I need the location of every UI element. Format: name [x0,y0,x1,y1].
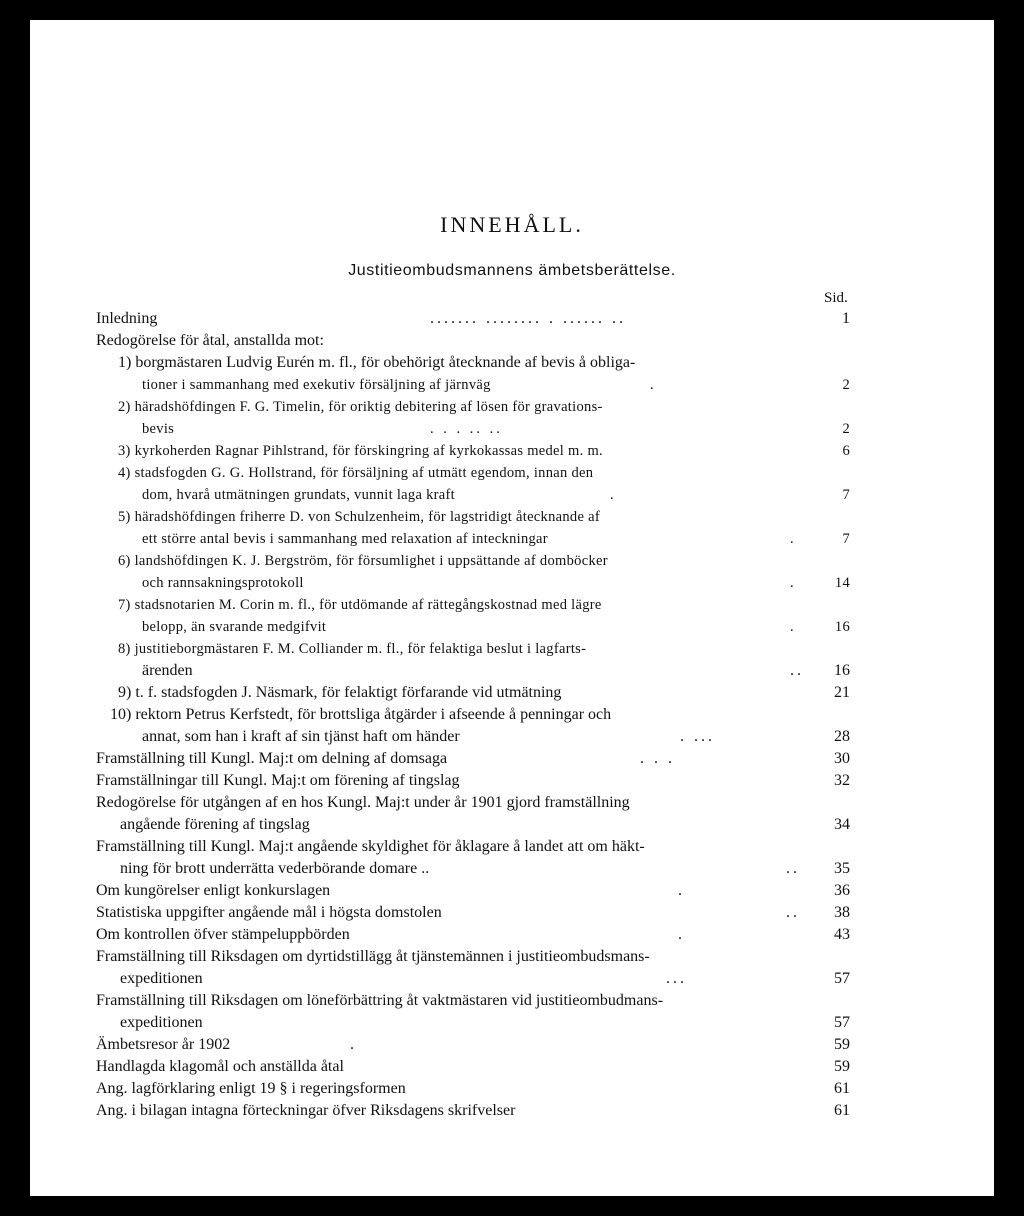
toc-entry [30,858,994,880]
toc-entry [30,594,994,616]
toc-page-number: 32 [834,772,850,789]
toc-page-number: 2 [842,421,850,437]
toc-page-number: 57 [834,1014,850,1031]
toc-entry [30,770,994,792]
toc-entry-text: Inledning [96,310,158,327]
toc-entry-text: 1) borgmästaren Ludvig Eurén m. fl., för obehörigt åtecknande af bevis å obliga- [118,354,636,371]
toc-entry-text: 8) justitieborgmästaren F. M. Colliander m. fl., för felaktiga beslut i lagfarts- [118,641,587,657]
toc-entry-text: expeditionen [120,1014,203,1031]
toc-entry [30,704,994,726]
toc-leader-dots: .. [790,662,804,679]
toc-entry [30,572,994,594]
toc-page-number: 16 [834,662,850,679]
toc-entry [30,836,994,858]
toc-entry-text: tioner i sammanhang med exekutiv försäljning af järnväg [142,377,491,393]
toc-page-number: 14 [834,575,850,591]
toc-entry [30,352,994,374]
toc-entry-text: Handlagda klagomål och anställda åtal [96,1058,344,1075]
toc-entry-text: och rannsakningsprotokoll [142,575,304,591]
toc-page-number: 59 [834,1058,850,1075]
toc-entry [30,748,994,770]
toc-entry-text: Redogörelse för åtal, anstallda mot: [96,332,324,349]
toc-entry-text: bevis [142,421,175,437]
toc-leader-dots: . [790,531,797,547]
toc-entry-text: Ämbetsresor år 1902 [96,1036,231,1053]
toc-entry [30,1012,994,1034]
toc-leader-dots: . [350,1036,357,1053]
toc-entry-text: dom, hvarå utmätningen grundats, vunnit laga kraft [142,487,455,503]
toc-entry [30,638,994,660]
toc-entry [30,1034,994,1056]
toc-entry [30,1056,994,1078]
toc-entry [30,528,994,550]
toc-entry-text: 7) stadsnotarien M. Corin m. fl., för utdömande af rättegångskostnad med lägre [118,597,602,613]
toc-leader-dots: . [650,377,657,393]
toc-entry-text: ning för brott underrätta vederbörande domare .. [120,860,430,877]
toc-leader-dots: ....... ........ . ...... .. [430,310,626,327]
toc-entry-text: 3) kyrkoherden Ragnar Pihlstrand, för förskingring af kyrkokassas medel m. m. [118,443,603,459]
toc-page-number: 16 [834,619,850,635]
toc-entry [30,330,994,352]
toc-entry [30,660,994,682]
toc-leader-dots: . . . [640,750,675,767]
toc-leader-dots: . [678,882,685,899]
toc-page-number: 6 [842,443,850,459]
toc-entry-text: expeditionen [120,970,203,987]
toc-entry-text: 5) häradshöfdingen friherre D. von Schulzenheim, för lagstridigt åtecknande af [118,509,600,525]
document-page [30,20,994,1196]
toc-entry-text: Framställning till Kungl. Maj:t angående skyldighet för åklagare å landet att om häkt- [96,838,645,855]
toc-page-number: 7 [842,531,850,547]
toc-leader-dots: . [678,926,685,943]
toc-entry [30,1078,994,1100]
toc-entry [30,308,994,330]
toc-page-number: 36 [834,882,850,899]
toc-entry-text: angående förening af tingslag [120,816,310,833]
toc-leader-dots: . ... [680,728,715,745]
toc-entry-text: annat, som han i kraft af sin tjänst haft om händer [142,728,460,745]
page-column-header: Sid. [824,290,848,306]
toc-entry [30,968,994,990]
toc-leader-dots: . [790,619,797,635]
toc-entry [30,418,994,440]
toc-entry [30,374,994,396]
toc-page-number: 43 [834,926,850,943]
toc-entry-text: 2) häradshöfdingen F. G. Timelin, för oriktig debitering af lösen för gravations- [118,399,603,415]
toc-entry-text: Framställning till Kungl. Maj:t om delning af domsaga [96,750,448,767]
toc-entry [30,990,994,1012]
toc-leader-dots: . [610,487,617,503]
toc-entry [30,1100,994,1122]
toc-entry-text: Redogörelse för utgången af en hos Kungl. Maj:t under år 1901 gjord framställning [96,794,630,811]
toc-entry [30,726,994,748]
toc-entry-text: 6) landshöfdingen K. J. Bergström, för försumlighet i uppsättande af domböcker [118,553,608,569]
toc-leader-dots: . [790,575,797,591]
toc-page-number: 35 [834,860,850,877]
toc-entry [30,682,994,704]
toc-entry [30,440,994,462]
toc-entry [30,484,994,506]
toc-leader-dots: ... [666,970,687,987]
toc-entry-text: Framställningar till Kungl. Maj:t om förening af tingslag [96,772,460,789]
toc-entry [30,506,994,528]
toc-entry [30,396,994,418]
toc-page-number: 28 [834,728,850,745]
toc-entry-text: Ang. i bilagan intagna förteckningar öfver Riksdagens skrifvelser [96,1102,516,1119]
page-subtitle: Justitieombudsmannens ämbetsberättelse. [348,262,676,279]
toc-leader-dots: .. [786,904,800,921]
toc-entry-text: 10) rektorn Petrus Kerfstedt, för brottsliga åtgärder i afseende å penningar och [110,706,612,723]
toc-page-number: 2 [842,377,850,393]
toc-page-number: 34 [834,816,850,833]
toc-entry-text: Om kontrollen öfver stämpeluppbörden [96,926,350,943]
toc-entry-text: Ang. lagförklaring enligt 19 § i regeringsformen [96,1080,406,1097]
toc-page-number: 38 [834,904,850,921]
toc-entry-text: Statistiska uppgifter angående mål i högsta domstolen [96,904,442,921]
toc-leader-dots: . . . .. .. [430,421,503,437]
toc-entry-text: Om kungörelser enligt konkurslagen [96,882,331,899]
toc-page-number: 61 [834,1102,850,1119]
toc-entry-text: 4) stadsfogden G. G. Hollstrand, för försäljning af utmätt egendom, innan den [118,465,594,481]
toc-page-number: 30 [834,750,850,767]
toc-page-number: 21 [834,684,850,701]
toc-entry [30,814,994,836]
toc-leader-dots: .. [786,860,800,877]
toc-page-number: 1 [842,310,850,327]
toc-page-number: 59 [834,1036,850,1053]
toc-page-number: 61 [834,1080,850,1097]
toc-entry-text: belopp, än svarande medgifvit [142,619,327,635]
toc-entry-text: 9) t. f. stadsfogden J. Näsmark, för felaktigt förfarande vid utmätning [118,684,562,701]
toc-entry [30,880,994,902]
toc-entry-text: ärenden [142,662,193,679]
toc-page-number: 57 [834,970,850,987]
toc-entry [30,550,994,572]
toc-entry [30,902,994,924]
toc-entry [30,924,994,946]
toc-page-number: 7 [842,487,850,503]
toc-entry [30,946,994,968]
toc-entry [30,616,994,638]
toc-entry-text: ett större antal bevis i sammanhang med relaxation af inteckningar [142,531,548,547]
page-title: INNEHÅLL. [440,212,584,237]
toc-entry-text: Framställning till Riksdagen om löneförbättring åt vaktmästaren vid justitieombudmans- [96,992,664,1009]
toc-entry-text: Framställning till Riksdagen om dyrtidstillägg åt tjänstemännen i justitieombudsmans- [96,948,650,965]
toc-entry [30,462,994,484]
toc-entry [30,792,994,814]
